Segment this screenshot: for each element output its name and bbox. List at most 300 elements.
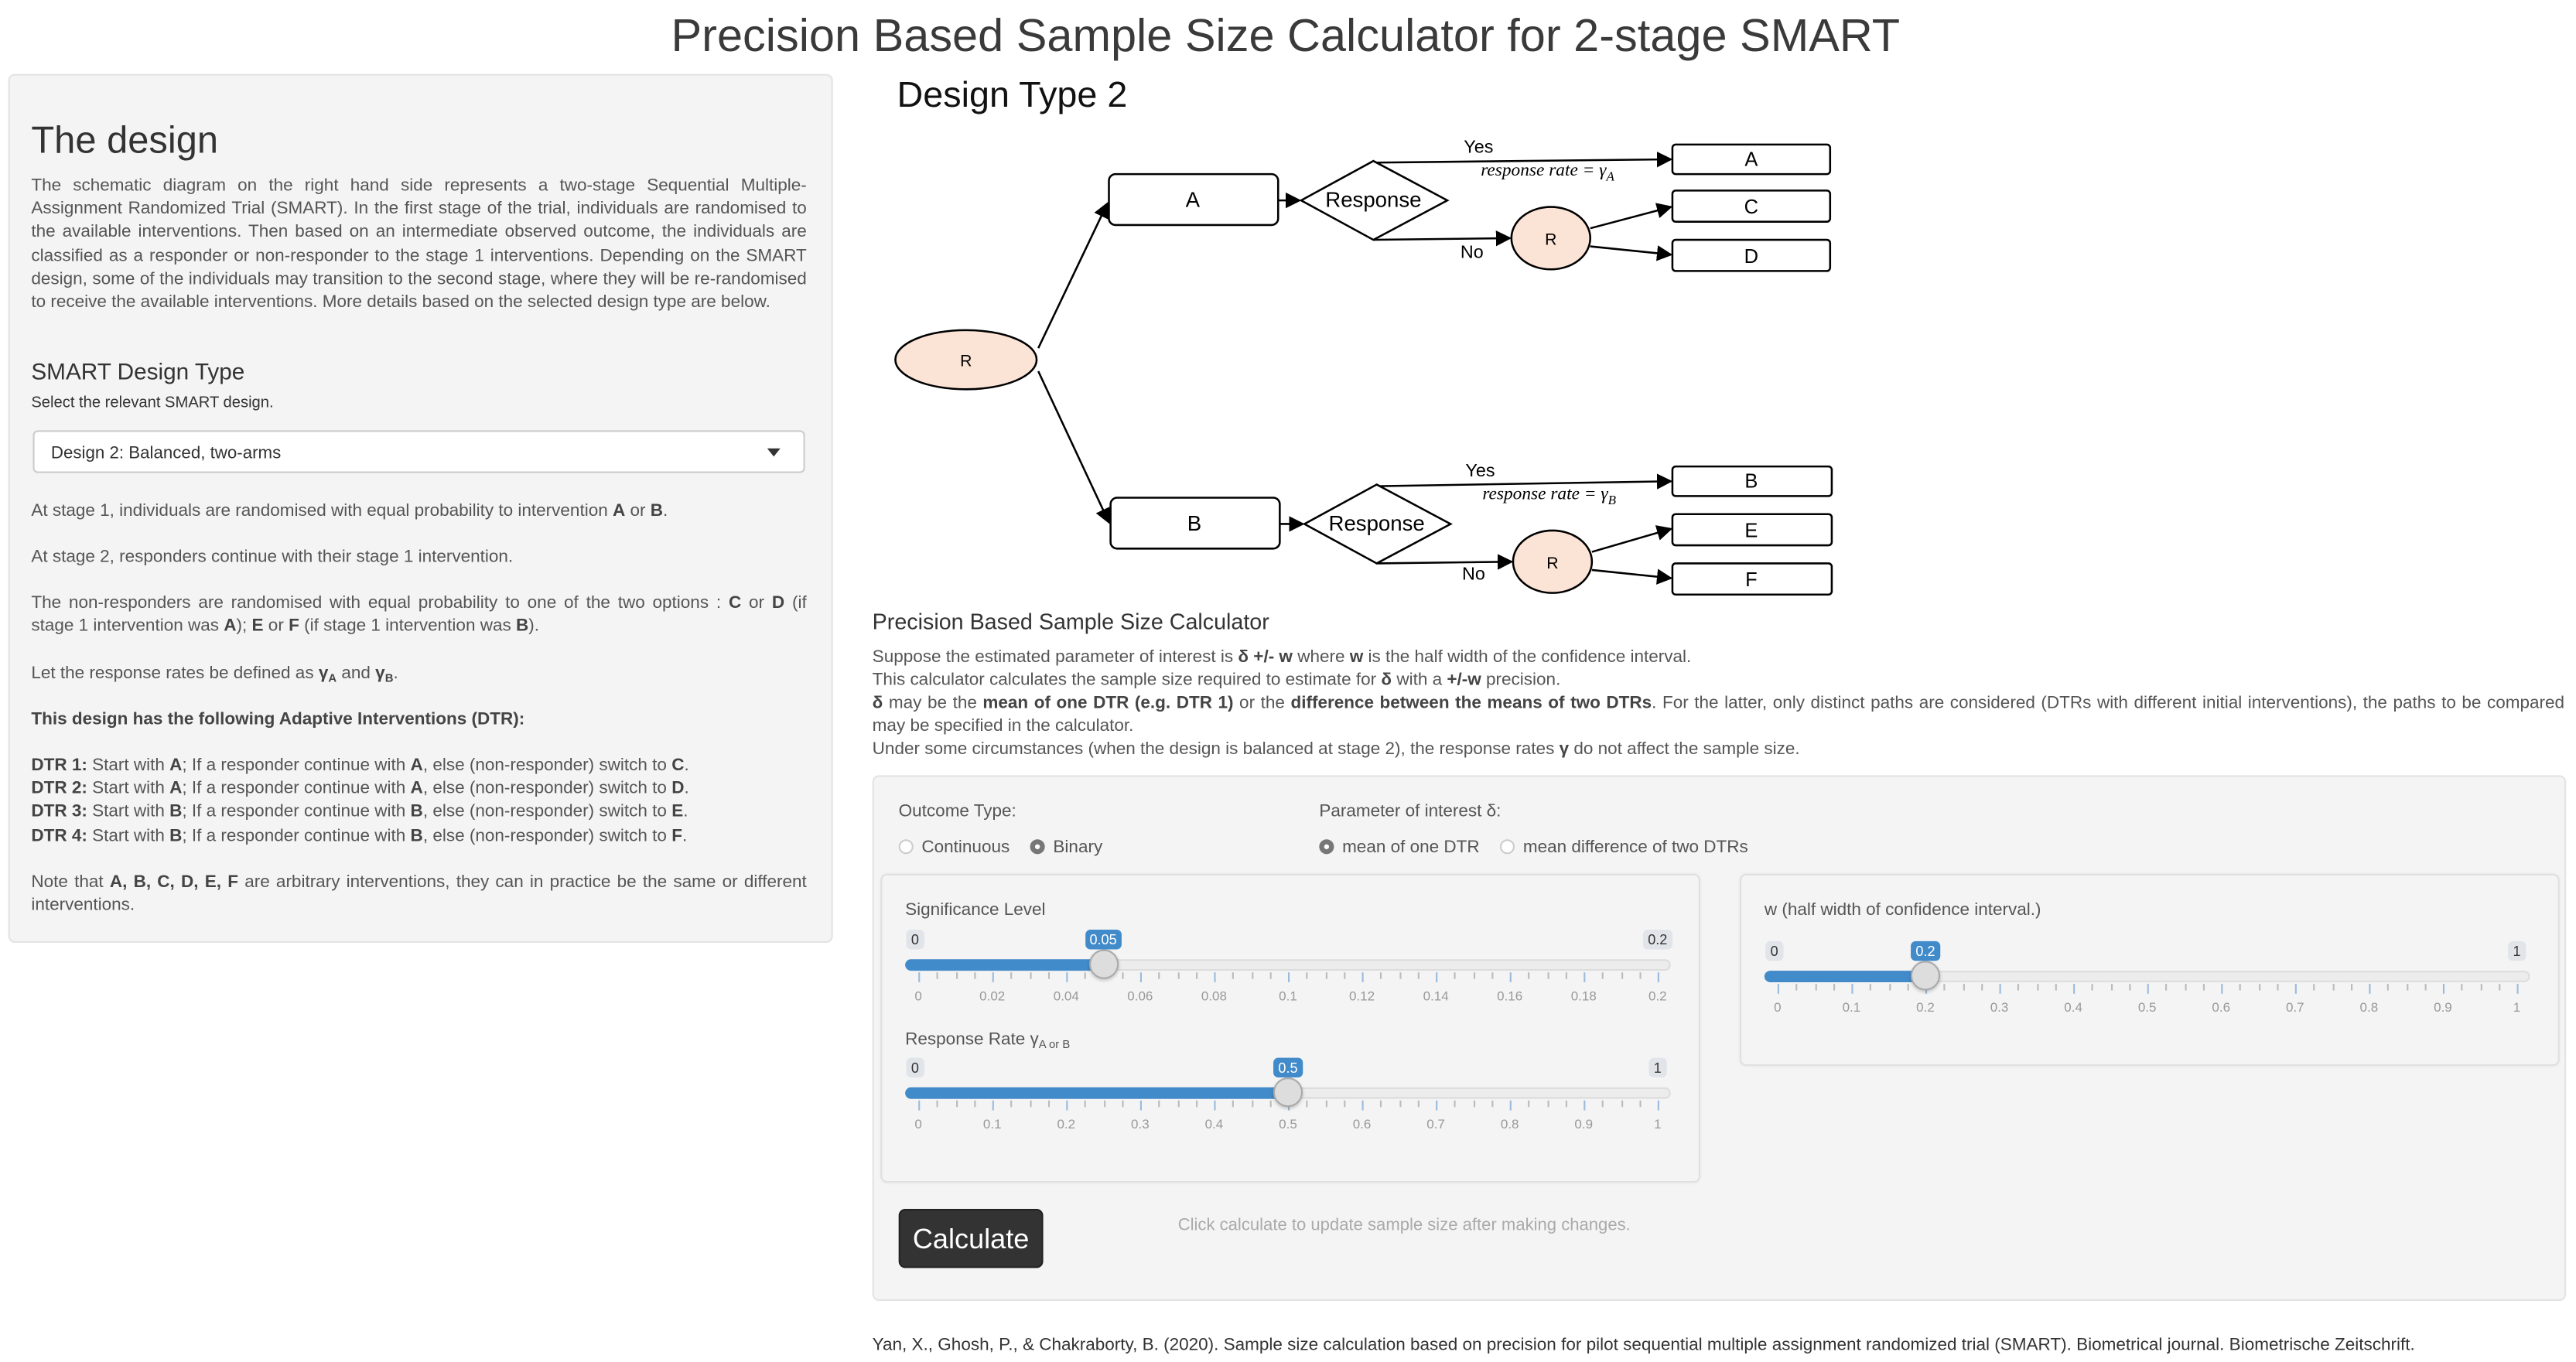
text-segment: B xyxy=(169,802,183,822)
arrow xyxy=(1592,570,1671,579)
slider-tick xyxy=(1214,972,1215,982)
slider-tick xyxy=(1177,1101,1179,1107)
slider-tick-label: 0.8 xyxy=(2359,1000,2379,1016)
slider-tick xyxy=(2129,984,2130,990)
radio-mean-one-dtr[interactable]: mean of one DTR xyxy=(1319,838,1479,857)
edge-label: Yes xyxy=(1465,459,1495,480)
slider-tick xyxy=(2147,984,2149,994)
outcome-type-label: Outcome Type: xyxy=(898,801,1016,821)
node-label: Response xyxy=(1325,187,1422,212)
slider-tick-label: 0 xyxy=(914,1117,922,1132)
slider-tick xyxy=(1344,1101,1345,1107)
slider-tick-label: 0.5 xyxy=(2137,1000,2157,1016)
arrow xyxy=(1038,371,1109,522)
slider-tick xyxy=(1529,972,1530,978)
text-segment: D xyxy=(771,592,785,613)
text-segment: . xyxy=(682,825,688,845)
text-segment: E xyxy=(251,616,264,637)
significance-slider[interactable] xyxy=(905,930,1671,1012)
slider-tick-label: 0.7 xyxy=(1426,1117,1445,1132)
slider-tick xyxy=(1546,972,1548,978)
slider-tick xyxy=(1029,1101,1030,1107)
slider-tick xyxy=(1944,984,1946,990)
text-segment: . xyxy=(683,802,688,822)
slider-fill xyxy=(905,959,1103,971)
slider-tick xyxy=(1066,1101,1068,1111)
radio-icon xyxy=(899,839,914,854)
slider-tick xyxy=(1399,972,1400,978)
slider-tick xyxy=(1436,1101,1437,1111)
slider-tick-label: 0.2 xyxy=(1648,988,1667,1004)
slider-value-badge: 0.05 xyxy=(1085,930,1122,949)
edge-label: Yes xyxy=(1464,136,1494,157)
slider-tick xyxy=(1122,972,1123,978)
text-segment: F xyxy=(671,825,682,845)
slider-tick xyxy=(1399,1101,1400,1107)
dtr-list xyxy=(31,754,806,848)
slider-tick-label: 0.04 xyxy=(1053,988,1079,1004)
slider-tick-label: 0.1 xyxy=(1279,988,1297,1004)
calculator-heading: Precision Based Sample Size Calculator xyxy=(872,609,1269,634)
node-label: F xyxy=(1745,569,1758,592)
slider-tick xyxy=(2221,984,2222,994)
slider-handle[interactable] xyxy=(1273,1077,1303,1107)
design-intro: The schematic diagram on the right hand side represents a two-stage Sequential Multiple-Assignment Randomized Trial (SMART). In the first stage of the trial, individuals are randomised to the available interventions. Then based on an intermediate observed outcome, the individuals are classified as a responder or non-responder to the stage 1 interventions. Depending on the SMART design, some of the individuals may transition to the second stage, where they will be re-randomised to receive the available interventions. More details based on the selected design type are below. xyxy=(31,176,807,312)
slider-tick-label: 0.4 xyxy=(2064,1000,2082,1016)
slider-tick xyxy=(1011,972,1013,978)
node-label: B xyxy=(1187,510,1202,535)
slider-tick xyxy=(2073,984,2075,994)
arrow xyxy=(1377,562,1512,563)
slider-tick xyxy=(955,1101,957,1107)
slider-tick xyxy=(1417,1101,1419,1107)
half-width-slider[interactable] xyxy=(1765,941,2530,1023)
text-segment: This design has the following Adaptive Interventions (DTR): xyxy=(31,709,525,729)
slider-tick xyxy=(1103,1101,1105,1107)
calculate-button[interactable]: Calculate xyxy=(899,1209,1044,1268)
slider-tick xyxy=(1140,972,1142,982)
slider-tick xyxy=(2092,984,2093,990)
slider-tick-label: 0.9 xyxy=(2434,1000,2452,1016)
response-rate-label: Response Rate $\gamma_{A or B}$ xyxy=(905,1029,1071,1052)
slider-tick xyxy=(1510,1101,1512,1111)
slider-tick xyxy=(918,1101,920,1111)
slider-value-badge: 0.2 xyxy=(1911,941,1940,961)
slider-tick xyxy=(2462,984,2463,990)
slider-tick xyxy=(1963,984,1964,990)
text-segment: DTR 1: xyxy=(31,755,87,776)
slider-tick xyxy=(1888,984,1890,990)
text-segment: At stage 2, responders continue with their stage 1 intervention. xyxy=(31,547,514,567)
slider-min-badge: 0 xyxy=(907,1058,924,1077)
text-segment: Let the response rates be defined as xyxy=(31,663,319,684)
slider-tick xyxy=(2166,984,2168,990)
slider-tick-label: 0.14 xyxy=(1423,988,1449,1004)
slider-tick xyxy=(937,1101,938,1107)
text-segment: difference between the means of two DTRs xyxy=(1290,693,1652,713)
slider-tick-label: 1 xyxy=(2513,1000,2521,1016)
rate-label: response rate = $\gamma_B$ xyxy=(1482,483,1616,507)
slider-tick xyxy=(1325,1101,1327,1107)
calculator-description xyxy=(873,668,2564,691)
text-segment: (if stage 1 intervention was xyxy=(299,616,516,637)
text-segment: ; If a responder continue with xyxy=(182,802,411,822)
slider-tick xyxy=(2332,984,2334,990)
slider-tick xyxy=(1380,972,1382,978)
slider-tick xyxy=(1510,972,1512,982)
text-segment: ). xyxy=(528,616,540,637)
slider-tick xyxy=(1232,1101,1234,1107)
slider-tick-label: 0 xyxy=(914,988,922,1004)
slider-tick-label: 0.6 xyxy=(1352,1117,1372,1132)
slider-tick-label: 0.4 xyxy=(1204,1117,1224,1132)
rate-label: response rate = $\gamma_A$ xyxy=(1481,160,1614,184)
slider-tick xyxy=(1658,972,1659,982)
slider-tick xyxy=(1473,1101,1474,1107)
arrow xyxy=(1590,207,1671,229)
slider-tick xyxy=(1214,1101,1215,1111)
text-segment: γ xyxy=(318,663,329,684)
slider-tick xyxy=(1380,1101,1382,1107)
node-label: Response xyxy=(1328,510,1425,535)
calculator-description xyxy=(873,691,2564,738)
slider-tick xyxy=(1658,1101,1659,1111)
design-type-value: Design 2: Balanced, two-arms xyxy=(50,443,282,463)
text-segment: δ xyxy=(1381,670,1392,690)
design-diagram xyxy=(0,0,2576,624)
node-label: A xyxy=(1744,148,1758,171)
design-paragraph xyxy=(31,871,806,917)
slider-tick xyxy=(1029,972,1030,978)
text-segment: is the half width of the confidence interval. xyxy=(1363,647,1692,667)
slider-tick xyxy=(1325,972,1327,978)
text-segment: A xyxy=(169,779,183,799)
outcome-type-radios xyxy=(899,831,1116,861)
slider-tick xyxy=(1454,1101,1456,1107)
slider-tick-label: 0 xyxy=(1774,1000,1782,1016)
slider-tick xyxy=(1047,1101,1049,1107)
slider-tick xyxy=(918,972,920,982)
parameter-label: Parameter of interest δ: xyxy=(1319,801,1502,821)
text-segment: B xyxy=(515,616,529,637)
slider-tick xyxy=(1529,1101,1530,1107)
slider-tick xyxy=(1232,972,1234,978)
response-rate-slider[interactable] xyxy=(905,1058,1671,1140)
slider-tick xyxy=(1546,1101,1548,1107)
slider-tick xyxy=(1362,972,1364,982)
text-segment: δ +/- w xyxy=(1238,647,1293,667)
slider-tick-label: 0.18 xyxy=(1570,988,1597,1004)
slider-tick xyxy=(1066,972,1068,982)
text-segment: At stage 1, individuals are randomised with equal probability to intervention xyxy=(31,500,613,521)
slider-tick xyxy=(1491,1101,1493,1107)
text-segment: or xyxy=(263,616,289,637)
slider-tick xyxy=(1344,972,1345,978)
slider-tick xyxy=(1584,1101,1585,1111)
slider-tick xyxy=(1815,984,1816,990)
text-segment: (if stage 1 intervention was xyxy=(31,592,807,637)
slider-tick xyxy=(1047,972,1049,978)
node-label: R xyxy=(1546,554,1559,572)
text-segment: . xyxy=(684,779,689,799)
text-segment: B xyxy=(410,825,423,845)
text-segment: ; If a responder continue with xyxy=(182,825,411,845)
citation: Yan, X., Ghosh, P., & Chakraborty, B. (2020). Sample size calculation based on precision for pilot sequential multiple assignment randomized trial (SMART). Biometrical journal. Biometrische Zeitschrift. xyxy=(872,1335,2415,1356)
slider-max-badge: 1 xyxy=(2508,941,2526,961)
slider-tick-label: 0.5 xyxy=(1279,1117,1297,1132)
slider-tick xyxy=(2277,984,2278,990)
slider-min-badge: 0 xyxy=(1765,941,1783,961)
node-label: C xyxy=(1744,196,1759,219)
slider-tick xyxy=(1870,984,1871,990)
slider-tick xyxy=(2350,984,2352,990)
slider-tick-label: 0.6 xyxy=(2212,1000,2231,1016)
slider-tick xyxy=(1602,972,1604,978)
text-segment: γ xyxy=(1559,739,1570,760)
calculator-description xyxy=(873,738,2564,761)
text-segment: B xyxy=(650,500,664,521)
slider-tick xyxy=(1621,972,1622,978)
slider-tick-label: 0.1 xyxy=(1842,1000,1861,1016)
text-segment: where xyxy=(1292,647,1350,667)
slider-tick xyxy=(992,972,994,982)
text-segment: B xyxy=(384,673,394,685)
slider-tick xyxy=(1778,984,1779,994)
arrow xyxy=(1592,529,1671,552)
slider-tick xyxy=(1159,1101,1160,1107)
sidebar-heading: The design xyxy=(31,118,219,162)
diagram-title: Design Type 2 xyxy=(897,73,1128,115)
radio-binary[interactable]: Binary xyxy=(1030,838,1103,857)
slider-tick xyxy=(1454,972,1456,978)
slider-tick xyxy=(974,972,975,978)
parameter-radios xyxy=(1319,831,1761,861)
slider-tick xyxy=(1833,984,1835,990)
slider-fill xyxy=(905,1087,1288,1099)
text-segment: . xyxy=(663,500,668,521)
text-segment: δ xyxy=(872,693,883,713)
text-segment: A xyxy=(410,779,423,799)
slider-tick xyxy=(2369,984,2370,994)
node-label: R xyxy=(960,352,972,370)
slider-tick-label: 0.12 xyxy=(1349,988,1375,1004)
text-segment: B xyxy=(169,825,183,845)
text-segment: ; If a responder continue with xyxy=(182,779,411,799)
slider-tick-label: 0.8 xyxy=(1500,1117,1519,1132)
text-segment: do not affect the sample size. xyxy=(1569,739,1800,760)
slider-tick xyxy=(1269,972,1271,978)
text-segment: may be the xyxy=(883,693,983,713)
slider-min-badge: 0 xyxy=(907,930,924,949)
slider-tick xyxy=(1307,972,1308,978)
node-label: E xyxy=(1744,520,1758,542)
slider-tick xyxy=(1907,984,1908,990)
node-label: R xyxy=(1545,230,1557,249)
radio-mean-difference[interactable]: mean difference of two DTRs xyxy=(1500,838,1748,857)
slider-tick xyxy=(2055,984,2056,990)
slider-tick xyxy=(1085,1101,1086,1107)
slider-tick xyxy=(2314,984,2315,990)
edge-label: No xyxy=(1460,241,1484,262)
slider-value-badge: 0.5 xyxy=(1273,1058,1303,1077)
text-segment: F xyxy=(289,616,299,637)
slider-tick xyxy=(974,1101,975,1107)
slider-tick xyxy=(1011,1101,1013,1107)
text-segment: w xyxy=(1349,647,1364,667)
text-segment: Note that xyxy=(31,872,110,893)
slider-tick xyxy=(1288,972,1290,982)
slider-tick xyxy=(937,972,938,978)
text-segment: ; If a responder continue with xyxy=(182,755,411,776)
text-segment: DTR 3: xyxy=(31,802,87,822)
slider-max-badge: 0.2 xyxy=(1643,930,1672,949)
radio-continuous[interactable]: Continuous xyxy=(899,838,1010,857)
slider-tick xyxy=(1196,972,1197,978)
text-segment: DTR 2: xyxy=(31,779,87,799)
slider-tick xyxy=(1639,1101,1641,1107)
text-segment: A, B, C, D, E, F xyxy=(109,872,238,893)
slider-tick xyxy=(2406,984,2407,990)
text-segment: or xyxy=(625,500,651,521)
node-label: D xyxy=(1744,245,1759,268)
text-segment: D xyxy=(671,779,685,799)
slider-tick-label: 0.06 xyxy=(1127,988,1153,1004)
slider-tick xyxy=(1473,972,1474,978)
slider-tick-label: 0.3 xyxy=(1990,1000,2009,1016)
text-segment: C xyxy=(671,755,685,776)
calculate-hint: Click calculate to update sample size after making changes. xyxy=(1177,1217,1631,1236)
text-segment: are arbitrary interventions, they can in practice be the same or different interventions. xyxy=(31,872,807,916)
text-segment: +/-w xyxy=(1447,670,1481,690)
slider-tick-label: 0.1 xyxy=(982,1117,1002,1132)
slider-tick xyxy=(2517,984,2519,994)
page-title: Precision Based Sample Size Calculator for 2-stage SMART xyxy=(671,9,1901,61)
slider-tick xyxy=(1851,984,1853,994)
slider-tick xyxy=(2499,984,2500,990)
slider-tick xyxy=(1140,1101,1142,1111)
slider-tick xyxy=(1796,984,1798,990)
slider-tick xyxy=(1436,972,1437,982)
slider-tick xyxy=(1177,972,1179,978)
text-segment: The non-responders are randomised with equal probability to one of the two options : xyxy=(31,592,729,613)
radio-checked-icon xyxy=(1319,839,1334,854)
slider-tick xyxy=(1307,1101,1308,1107)
text-segment: A xyxy=(224,616,237,637)
slider-tick xyxy=(955,972,957,978)
text-segment: precision. xyxy=(1481,670,1561,690)
slider-tick xyxy=(1621,1101,1622,1107)
text-segment: A xyxy=(612,500,626,521)
slider-tick xyxy=(1196,1101,1197,1107)
slider-tick xyxy=(1491,972,1493,978)
text-segment: DTR 4: xyxy=(31,825,87,845)
slider-tick xyxy=(1565,972,1566,978)
slider-tick xyxy=(1269,1101,1271,1107)
text-segment: A xyxy=(328,673,337,685)
significance-label: Significance Level xyxy=(905,899,1046,920)
slider-tick xyxy=(992,1101,994,1111)
text-segment: , else (non-responder) switch to xyxy=(422,825,672,845)
half-width-label: w (half width of confidence interval.) xyxy=(1764,899,2041,920)
slider-tick xyxy=(2387,984,2389,990)
radio-icon xyxy=(1500,839,1515,854)
text-segment: Start with xyxy=(87,825,170,845)
text-segment: E xyxy=(671,802,684,822)
slider-tick xyxy=(2184,984,2185,990)
text-segment: C xyxy=(728,592,742,613)
slider-tick xyxy=(2424,984,2426,990)
slider-tick xyxy=(2258,984,2260,990)
text-segment: ); xyxy=(236,616,252,637)
design-type-help: Select the relevant SMART design. xyxy=(31,394,274,413)
text-segment: or the xyxy=(1233,693,1291,713)
slider-tick-label: 0.2 xyxy=(1916,1000,1935,1016)
arrow xyxy=(1038,203,1107,348)
arrow xyxy=(1590,247,1671,255)
slider-tick xyxy=(1602,1101,1604,1107)
slider-tick xyxy=(1639,972,1641,978)
slider-handle[interactable] xyxy=(1088,949,1118,978)
text-segment: , else (non-responder) switch to xyxy=(422,755,672,776)
slider-tick xyxy=(2443,984,2444,994)
slider-tick xyxy=(1122,1101,1123,1107)
slider-tick xyxy=(1251,972,1252,978)
slider-tick xyxy=(2110,984,2112,990)
text-segment: . For the latter, only distinct paths are considered (DTRs with different initial interventions), the paths to be compared may be specified in the calculator. xyxy=(872,693,2565,736)
text-segment: B xyxy=(410,802,423,822)
slider-tick xyxy=(2017,984,2019,990)
design-paragraph xyxy=(31,708,806,731)
text-segment: mean of one DTR (e.g. DTR 1) xyxy=(982,693,1234,713)
slider-tick xyxy=(1565,1101,1566,1107)
slider-tick xyxy=(2239,984,2241,990)
slider-tick-label: 0.2 xyxy=(1057,1117,1076,1132)
node-label: A xyxy=(1185,187,1201,212)
slider-tick-label: 0.08 xyxy=(1201,988,1227,1004)
slider-tick-label: 0.7 xyxy=(2285,1000,2304,1016)
node-label: B xyxy=(1744,470,1758,493)
text-segment: A xyxy=(410,755,423,776)
text-segment: γ xyxy=(375,663,385,684)
slider-tick xyxy=(1251,1101,1252,1107)
slider-tick xyxy=(1584,972,1585,982)
slider-tick xyxy=(2202,984,2204,990)
arrow xyxy=(1373,238,1509,240)
text-segment: This calculator calculates the sample size required to estimate for xyxy=(872,670,1382,690)
text-segment: Suppose the estimated parameter of interest is xyxy=(872,647,1238,667)
slider-tick xyxy=(2000,984,2001,994)
text-segment: Start with xyxy=(87,755,170,776)
text-segment: with a xyxy=(1392,670,1447,690)
slider-handle[interactable] xyxy=(1911,961,1940,990)
slider-tick-label: 0.02 xyxy=(979,988,1006,1004)
text-segment: Start with xyxy=(87,802,170,822)
slider-tick xyxy=(1159,972,1160,978)
text-segment: and xyxy=(337,663,376,684)
radio-checked-icon xyxy=(1030,839,1045,854)
slider-tick xyxy=(1362,1101,1364,1111)
slider-tick-label: 1 xyxy=(1654,1117,1662,1132)
slider-tick xyxy=(1417,972,1419,978)
design-paragraph xyxy=(31,662,806,692)
text-segment: , else (non-responder) switch to xyxy=(422,779,672,799)
calculator-description xyxy=(873,646,2564,669)
text-segment: Start with xyxy=(87,779,170,799)
slider-tick xyxy=(2480,984,2482,990)
slider-tick-label: 0.16 xyxy=(1497,988,1523,1004)
text-segment: , else (non-responder) switch to xyxy=(422,802,672,822)
text-segment: or xyxy=(741,592,772,613)
